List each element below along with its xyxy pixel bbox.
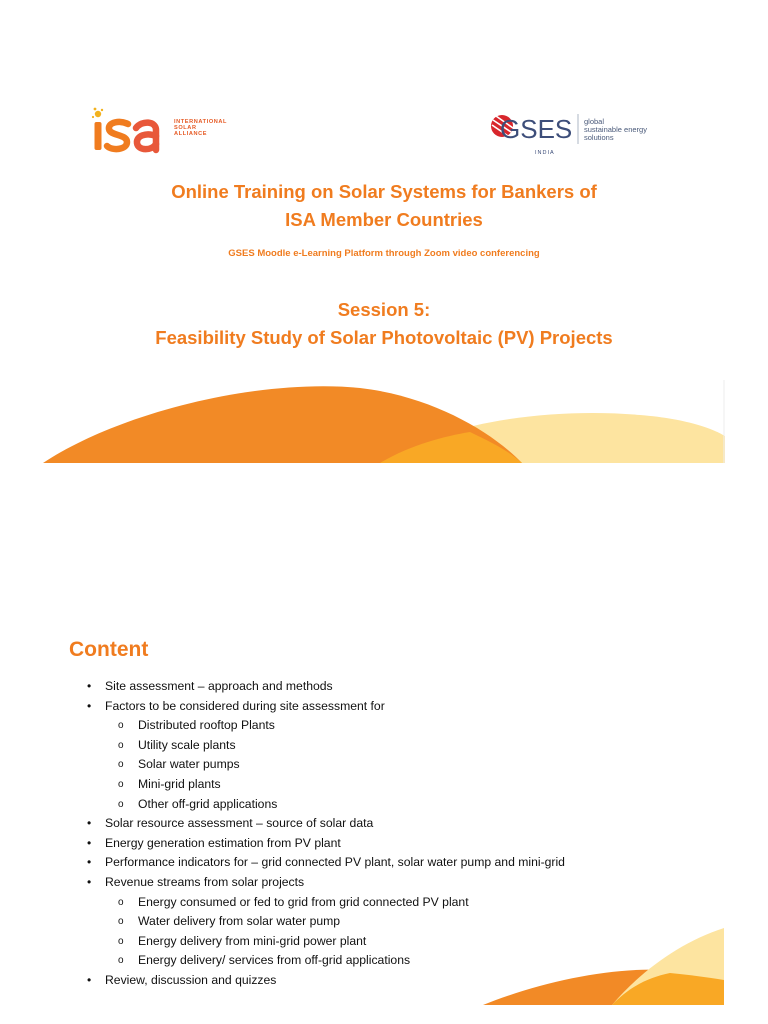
training-subtitle: GSES Moodle e-Learning Platform through Zoom video conferencing [228, 248, 540, 259]
bullet-text: Solar water pumps [138, 757, 240, 772]
session-title: Session 5: Feasibility Study of Solar Photovoltaic (PV) Projects [155, 299, 613, 348]
gses-mark-text: GSES [500, 114, 573, 144]
gses-tagline: global sustainable energy solutions [584, 117, 647, 143]
bullet-text: Solar resource assessment – source of solar data [105, 816, 374, 831]
sub-bullet-marker: o [118, 778, 124, 790]
bullet-text: Revenue streams from solar projects [105, 874, 305, 889]
content-slide [0, 512, 768, 1024]
bullet-text: Energy consumed or fed to grid from grid connected PV plant [138, 894, 469, 909]
bullet-text: Other off-grid applications [138, 796, 278, 811]
bullet-marker: • [87, 835, 92, 850]
bullet-text: Water delivery from solar water pump [138, 914, 341, 929]
training-title: Online Training on Solar Systems for Bankers of ISA Member Countries [171, 181, 597, 230]
bullet-marker: • [87, 679, 92, 693]
bullet-text: Site assessment – approach and methods [105, 679, 333, 693]
sub-bullet-marker: o [118, 720, 124, 732]
bullet-marker: • [87, 855, 92, 870]
bullet-text: Review, discussion and quizzes [105, 972, 277, 987]
bullet-marker: • [87, 816, 92, 831]
bullet-text: Performance indicators for – grid connected PV plant, solar water pump and mini-grid [105, 855, 565, 870]
gses-country-text: INDIA [535, 150, 555, 156]
sub-bullet-marker: o [118, 798, 124, 810]
bullet-marker: • [87, 972, 92, 987]
bullet-marker: • [87, 698, 92, 713]
content-heading: Content [69, 638, 149, 661]
isa-logo-text: INTERNATIONAL SOLAR ALLIANCE [174, 119, 228, 137]
sub-bullet-marker: o [118, 955, 124, 967]
bullet-text: Distributed rooftop Plants [138, 718, 275, 733]
bullet-text: Energy delivery/ services from off-grid applications [138, 953, 411, 968]
bullet-text: Mini-grid plants [138, 776, 221, 791]
bullet-text: Energy generation estimation from PV plant [105, 835, 341, 850]
bullet-marker: • [87, 874, 92, 889]
bullet-text: Energy delivery from mini-grid power plant [138, 933, 367, 948]
sub-bullet-marker: o [118, 916, 124, 928]
bullet-text: Factors to be considered during site assessment for [105, 698, 385, 713]
sub-bullet-marker: o [118, 759, 124, 771]
sub-bullet-marker: o [118, 935, 124, 947]
sub-bullet-marker: o [118, 896, 124, 908]
bullet-text: Utility scale plants [138, 737, 236, 752]
decorative-corner-arcs [0, 512, 768, 1024]
sub-bullet-marker: o [118, 739, 124, 751]
